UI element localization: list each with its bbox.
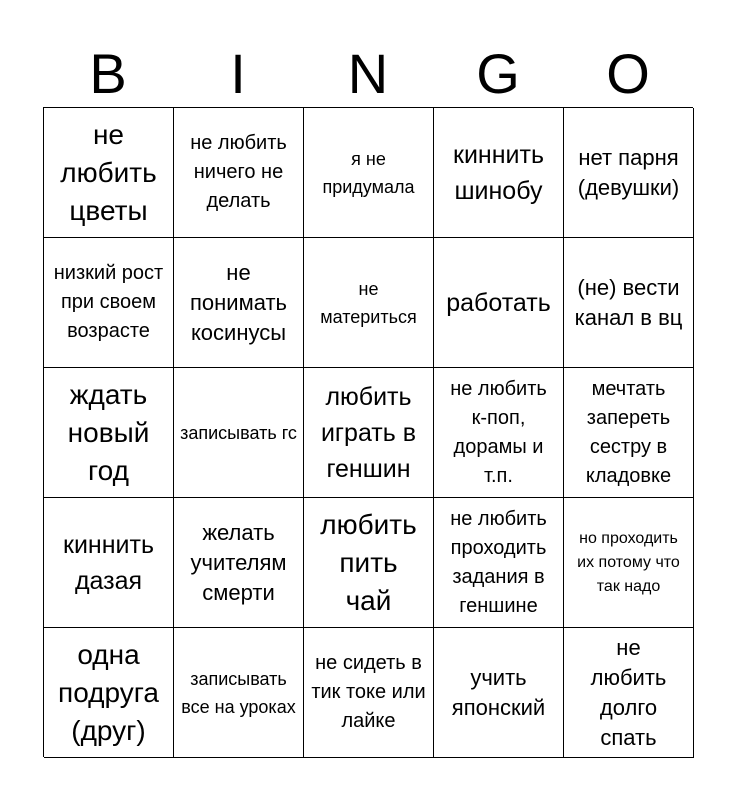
cell-label: любить играть в геншин: [320, 382, 417, 483]
cell-label: не любить к-поп, дорамы и т.п.: [450, 377, 547, 487]
bingo-cell[interactable]: [44, 108, 174, 238]
bingo-cell[interactable]: [564, 498, 694, 628]
cell-label: учить японский: [451, 664, 546, 720]
cell-label: не понимать косинусы: [189, 259, 287, 345]
cell-label: желать учителям смерти: [190, 519, 287, 605]
bingo-cell[interactable]: [564, 628, 694, 758]
bingo-cell[interactable]: [174, 238, 304, 368]
bingo-cell[interactable]: [564, 108, 694, 238]
cell-label: записывать все на уроках: [181, 668, 296, 717]
cell-label: любить пить чай: [320, 508, 417, 616]
bingo-cell[interactable]: [434, 368, 564, 498]
bingo-cell[interactable]: [174, 498, 304, 628]
cell-label: ждать новый год: [67, 378, 150, 486]
bingo-cell[interactable]: [304, 368, 434, 498]
bingo-cell[interactable]: [44, 238, 174, 368]
cell-label: не любить ничего не делать: [190, 132, 287, 212]
cell-label: не сидеть в тик токе или лайке: [311, 652, 426, 732]
cell-label: я не придумала: [322, 148, 415, 197]
bingo-cell[interactable]: [174, 108, 304, 238]
header-letter-g: G: [476, 42, 520, 105]
cell-label: не материться: [320, 278, 417, 327]
bingo-cell[interactable]: [44, 368, 174, 498]
cell-label: не любить долго спать: [590, 634, 667, 750]
bingo-cell[interactable]: [174, 368, 304, 498]
bingo-cell[interactable]: [434, 108, 564, 238]
cell-label: записывать гс: [180, 422, 297, 443]
header-letter-o: O: [606, 42, 650, 105]
bingo-cell[interactable]: [174, 628, 304, 758]
bingo-cell[interactable]: [304, 108, 434, 238]
cell-label: не любить проходить задания в геншине: [450, 507, 547, 617]
bingo-cell[interactable]: [304, 628, 434, 758]
bingo-board: [43, 107, 693, 757]
cell-label: не любить цветы: [60, 118, 157, 226]
cell-label: но проходить их потому что так надо: [577, 529, 680, 595]
header-letter-b: B: [89, 42, 127, 105]
bingo-cell[interactable]: [434, 628, 564, 758]
cell-label: мечтать запереть сестру в кладовке: [585, 377, 672, 487]
header-letter-n: N: [347, 42, 389, 105]
bingo-cell[interactable]: [434, 238, 564, 368]
bingo-cell[interactable]: [44, 498, 174, 628]
bingo-cell[interactable]: [304, 498, 434, 628]
bingo-cell[interactable]: [434, 498, 564, 628]
cell-label: (не) вести канал в вц: [574, 274, 683, 330]
bingo-header: [43, 40, 693, 108]
bingo-cell[interactable]: [304, 238, 434, 368]
cell-label: нет парня (девушки): [577, 144, 680, 200]
header-letter-i: I: [230, 42, 246, 105]
cell-label: низкий рост при своем возрасте: [53, 262, 164, 342]
cell-label: одна подруга (друг): [58, 638, 159, 746]
cell-label: работать: [446, 288, 551, 317]
bingo-cell[interactable]: [44, 628, 174, 758]
cell-label: киннить шинобу: [453, 140, 544, 205]
cell-label: киннить дазая: [63, 530, 154, 595]
bingo-cell[interactable]: [564, 238, 694, 368]
bingo-cell[interactable]: [564, 368, 694, 498]
